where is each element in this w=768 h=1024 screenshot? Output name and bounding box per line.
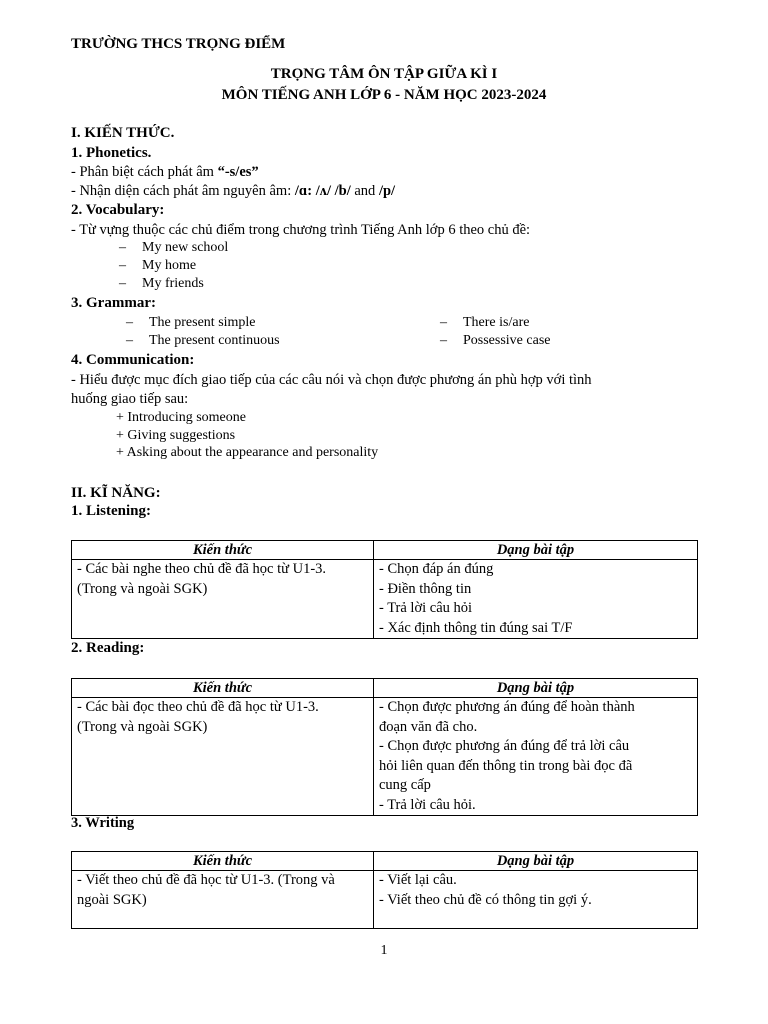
knowledge-cell [72, 560, 374, 639]
section-skills-heading: II. KĨ NĂNG: [71, 485, 161, 501]
page-number: 1 [380, 943, 388, 958]
phonetics-line-1-bold: “-s/es” [217, 164, 259, 180]
knowledge-cell [72, 871, 374, 929]
vocabulary-topic-text: My new school [142, 240, 229, 255]
listening-table [71, 540, 698, 639]
cell-line: - Trả lời câu hỏi. [379, 796, 476, 813]
section-knowledge-heading: I. KIẾN THỨC. [71, 125, 175, 141]
cell-line: - Các bài nghe theo chủ đề đã học từ U1-3. [77, 561, 327, 577]
grammar-item-text: Possessive case [463, 333, 551, 348]
communication-item: + Giving suggestions [116, 428, 236, 443]
cell-line: - Các bài đọc theo chủ đề đã học từ U1-3. [77, 699, 319, 715]
grammar-item [126, 315, 256, 331]
dash-bullet: – [440, 333, 447, 348]
dash-bullet: – [119, 276, 126, 291]
column-header-knowledge: Kiến thức [72, 541, 374, 560]
vocabulary-topic-text: My friends [142, 276, 204, 291]
document-subtitle: MÔN TIẾNG ANH LỚP 6 - NĂM HỌC 2023-2024 [221, 87, 547, 103]
writing-heading: 3. Writing [71, 815, 135, 831]
cell-line: cung cấp [379, 777, 431, 793]
grammar-item [440, 315, 529, 331]
phonetics-line-2-text: - Nhận diện cách phát âm nguyên âm: [71, 183, 295, 199]
cell-line: ngoài SGK) [77, 891, 147, 908]
cell-line: - Viết theo chủ đề có thông tin gợi ý. [379, 891, 592, 908]
communication-item: + Asking about the appearance and personality [116, 445, 379, 460]
cell-line: - Viết theo chủ đề đã học từ U1-3. (Trong và [77, 872, 335, 888]
dash-bullet: – [119, 258, 126, 273]
exercise-type-cell [374, 698, 698, 816]
communication-intro-line-2: huống giao tiếp sau: [71, 391, 189, 407]
vocabulary-intro: - Từ vựng thuộc các chủ điểm trong chương trình Tiếng Anh lớp 6 theo chủ đề: [71, 222, 531, 238]
cell-line: hỏi liên quan đến thông tin trong bài đọc đã [379, 757, 633, 774]
table-header-row [72, 541, 698, 560]
phonetics-line-2 [71, 183, 395, 200]
phonetics-line-1-text: - Phân biệt cách phát âm [71, 164, 218, 180]
reading-table [71, 678, 698, 816]
table-row [72, 560, 698, 639]
cell-line: - Viết lại câu. [379, 872, 457, 888]
vocabulary-topic [119, 258, 196, 274]
grammar-heading: 3. Grammar: [71, 295, 156, 311]
knowledge-cell [72, 698, 374, 816]
cell-line: (Trong và ngoài SGK) [77, 580, 208, 597]
dash-bullet: – [126, 315, 133, 330]
phonetics-line-1 [71, 164, 259, 181]
table-header-row [72, 679, 698, 698]
phonetics-line-2-bold-1: /ɑ: /ʌ/ /b/ [294, 183, 351, 199]
dash-bullet: – [119, 240, 126, 255]
cell-line: đoạn văn đã cho. [379, 718, 478, 735]
column-header-exercise-type: Dạng bài tập [374, 541, 698, 560]
exercise-type-cell [374, 560, 698, 639]
reading-heading: 2. Reading: [71, 640, 145, 656]
writing-table [71, 851, 698, 929]
cell-line: - Chọn đáp án đúng [379, 561, 494, 577]
grammar-item [440, 333, 551, 349]
column-header-exercise-type: Dạng bài tập [374, 679, 698, 698]
grammar-item-text: The present continuous [149, 333, 280, 348]
vocabulary-topic [119, 240, 228, 256]
communication-item: + Introducing someone [116, 410, 246, 425]
column-header-knowledge: Kiến thức [72, 679, 374, 698]
cell-line: (Trong và ngoài SGK) [77, 718, 208, 735]
dash-bullet: – [126, 333, 133, 348]
dash-bullet: – [440, 315, 447, 330]
cell-line: - Điền thông tin [379, 580, 472, 597]
phonetics-heading: 1. Phonetics. [71, 145, 152, 161]
table-row [72, 698, 698, 816]
listening-heading: 1. Listening: [71, 503, 152, 519]
grammar-item [126, 333, 280, 349]
phonetics-line-2-and: and [350, 183, 379, 199]
column-header-exercise-type: Dạng bài tập [374, 852, 698, 871]
vocabulary-heading: 2. Vocabulary: [71, 202, 165, 218]
cell-line: - Xác định thông tin đúng sai T/F [379, 619, 573, 636]
cell-line: - Chọn được phương án đúng để hoàn thành [379, 699, 635, 715]
communication-heading: 4. Communication: [71, 352, 195, 368]
grammar-item-text: The present simple [149, 315, 256, 330]
cell-line: - Trả lời câu hỏi [379, 600, 473, 616]
phonetics-line-2-bold-2: /p/ [378, 183, 396, 199]
table-header-row [72, 852, 698, 871]
exercise-type-cell [374, 871, 698, 929]
vocabulary-topic [119, 276, 204, 292]
communication-intro-line-1: - Hiểu được mục đích giao tiếp của các câu nói và chọn được phương án phù hợp với tình [71, 372, 592, 388]
grammar-item-text: There is/are [463, 315, 530, 330]
table-row [72, 871, 698, 929]
school-name: TRƯỜNG THCS TRỌNG ĐIỂM [71, 36, 286, 52]
document-title: TRỌNG TÂM ÔN TẬP GIỮA KÌ I [270, 66, 498, 82]
vocabulary-topic-text: My home [142, 258, 197, 273]
column-header-knowledge: Kiến thức [72, 852, 374, 871]
cell-line: - Chọn được phương án đúng để trả lời câu [379, 738, 630, 754]
